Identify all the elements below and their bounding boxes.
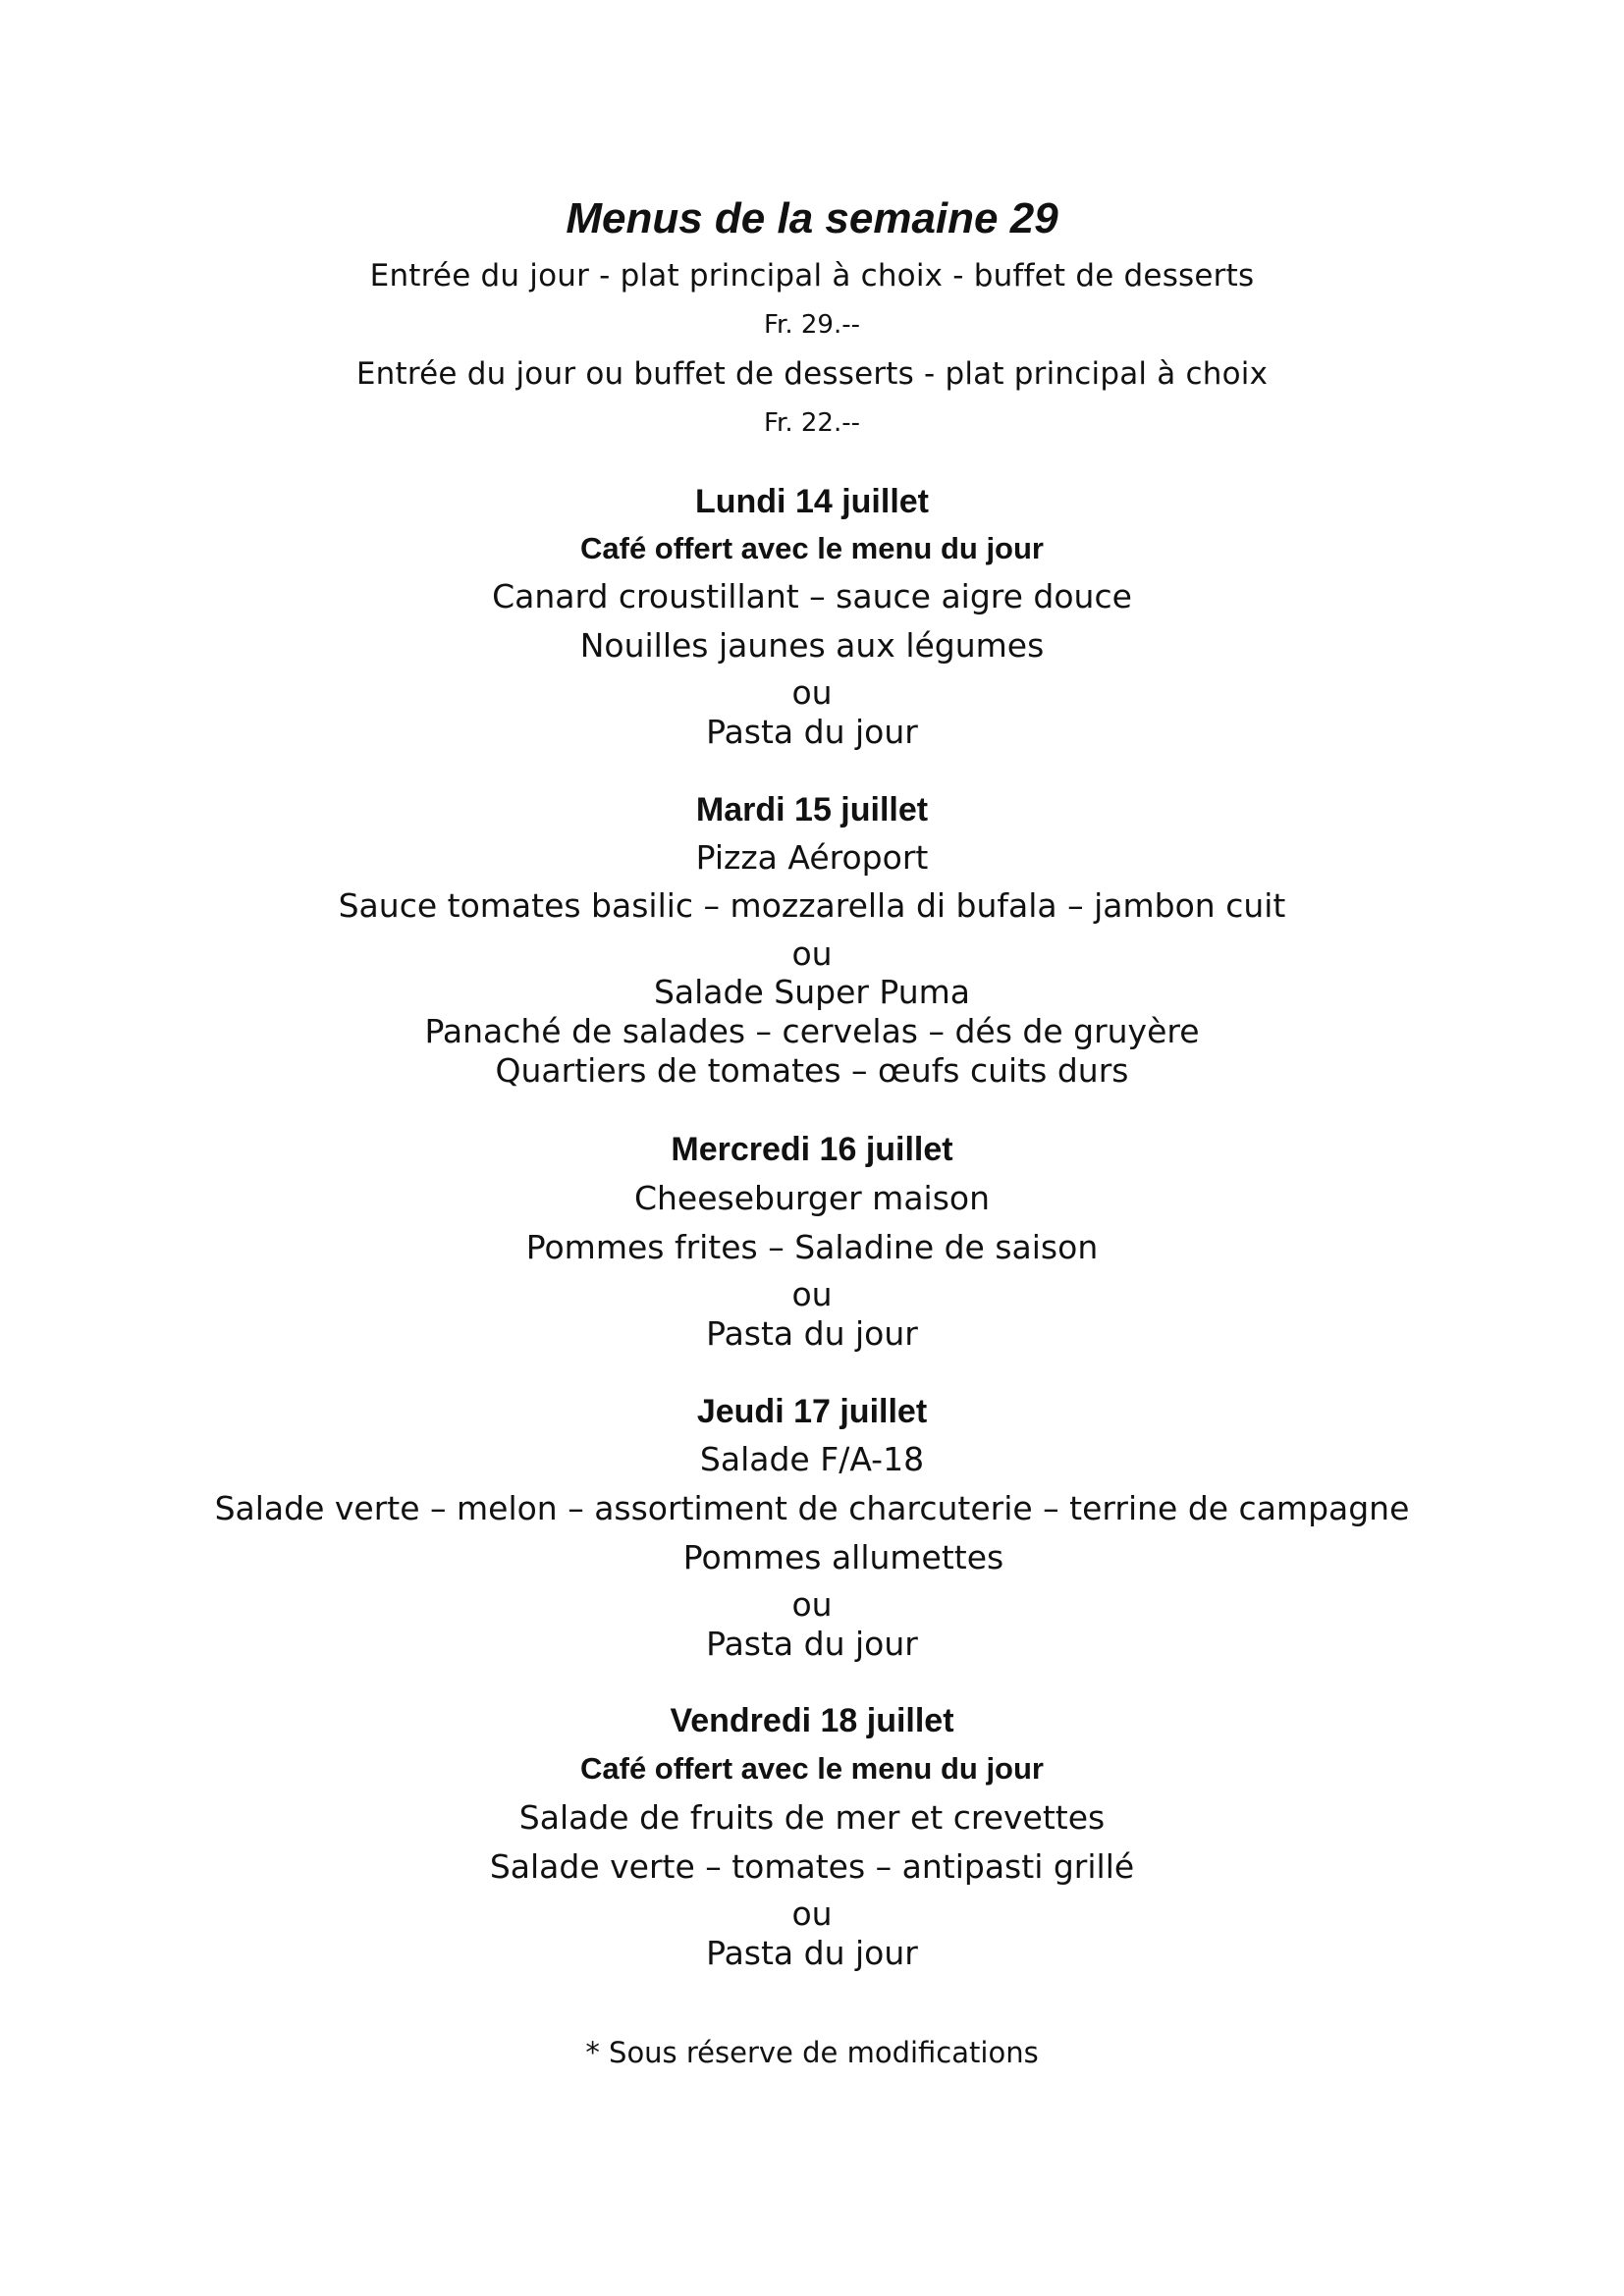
day-heading-wednesday: Mercredi 16 juillet	[671, 1131, 953, 1168]
dish-line: Nouilles jaunes aux légumes	[579, 626, 1045, 665]
day-note-monday: Café offert avec le menu du jour	[580, 531, 1044, 565]
dish-separator: ou	[791, 1585, 833, 1624]
formula-description-1: Entrée du jour - plat principal à choix - buffet de desserts	[369, 258, 1255, 294]
dish-line: Panaché de salades – cervelas – dés de gruyère	[424, 1012, 1200, 1050]
dish-separator: ou	[791, 673, 833, 712]
dish-separator: ou	[791, 1895, 833, 1933]
dish-line: Pommes frites – Saladine de saison	[525, 1228, 1099, 1266]
dish-line: Salade verte – tomates – antipasti grillé	[489, 1847, 1135, 1886]
dish-separator: ou	[791, 934, 833, 973]
dish-line: Pasta du jour	[706, 1934, 918, 1972]
dish-line: Canard croustillant – sauce aigre douce	[492, 577, 1132, 615]
dish-line: Salade Super Puma	[653, 973, 971, 1011]
page-title: Menus de la semaine 29	[566, 194, 1058, 242]
footer-disclaimer: * Sous réserve de modifications	[585, 2036, 1039, 2069]
dish-line: Pommes allumettes	[682, 1538, 1004, 1576]
formula-description-2: Entrée du jour ou buffet de desserts - plat principal à choix	[355, 356, 1269, 392]
formula-price-1: Fr. 29.--	[763, 310, 860, 340]
dish-line: Pizza Aéroport	[695, 838, 929, 877]
day-heading-monday: Lundi 14 juillet	[694, 483, 930, 520]
dish-line: Salade F/A-18	[699, 1440, 925, 1478]
day-heading-friday: Vendredi 18 juillet	[670, 1702, 954, 1739]
dish-line: Pasta du jour	[706, 1314, 918, 1353]
formula-price-2: Fr. 22.--	[763, 408, 860, 438]
dish-line: Cheeseburger maison	[633, 1179, 991, 1217]
day-heading-tuesday: Mardi 15 juillet	[695, 791, 929, 828]
day-note-friday: Café offert avec le menu du jour	[580, 1751, 1044, 1786]
dish-line: Pasta du jour	[706, 713, 918, 751]
dish-line: Sauce tomates basilic – mozzarella di bufala – jambon cuit	[338, 886, 1286, 925]
dish-line: Salade verte – melon – assortiment de charcuterie – terrine de campagne	[214, 1489, 1410, 1527]
day-heading-thursday: Jeudi 17 juillet	[696, 1393, 928, 1430]
dish-line: Quartiers de tomates – œufs cuits durs	[495, 1051, 1129, 1090]
dish-line: Pasta du jour	[706, 1625, 918, 1663]
dish-line: Salade de fruits de mer et crevettes	[518, 1798, 1106, 1837]
dish-separator: ou	[791, 1275, 833, 1313]
